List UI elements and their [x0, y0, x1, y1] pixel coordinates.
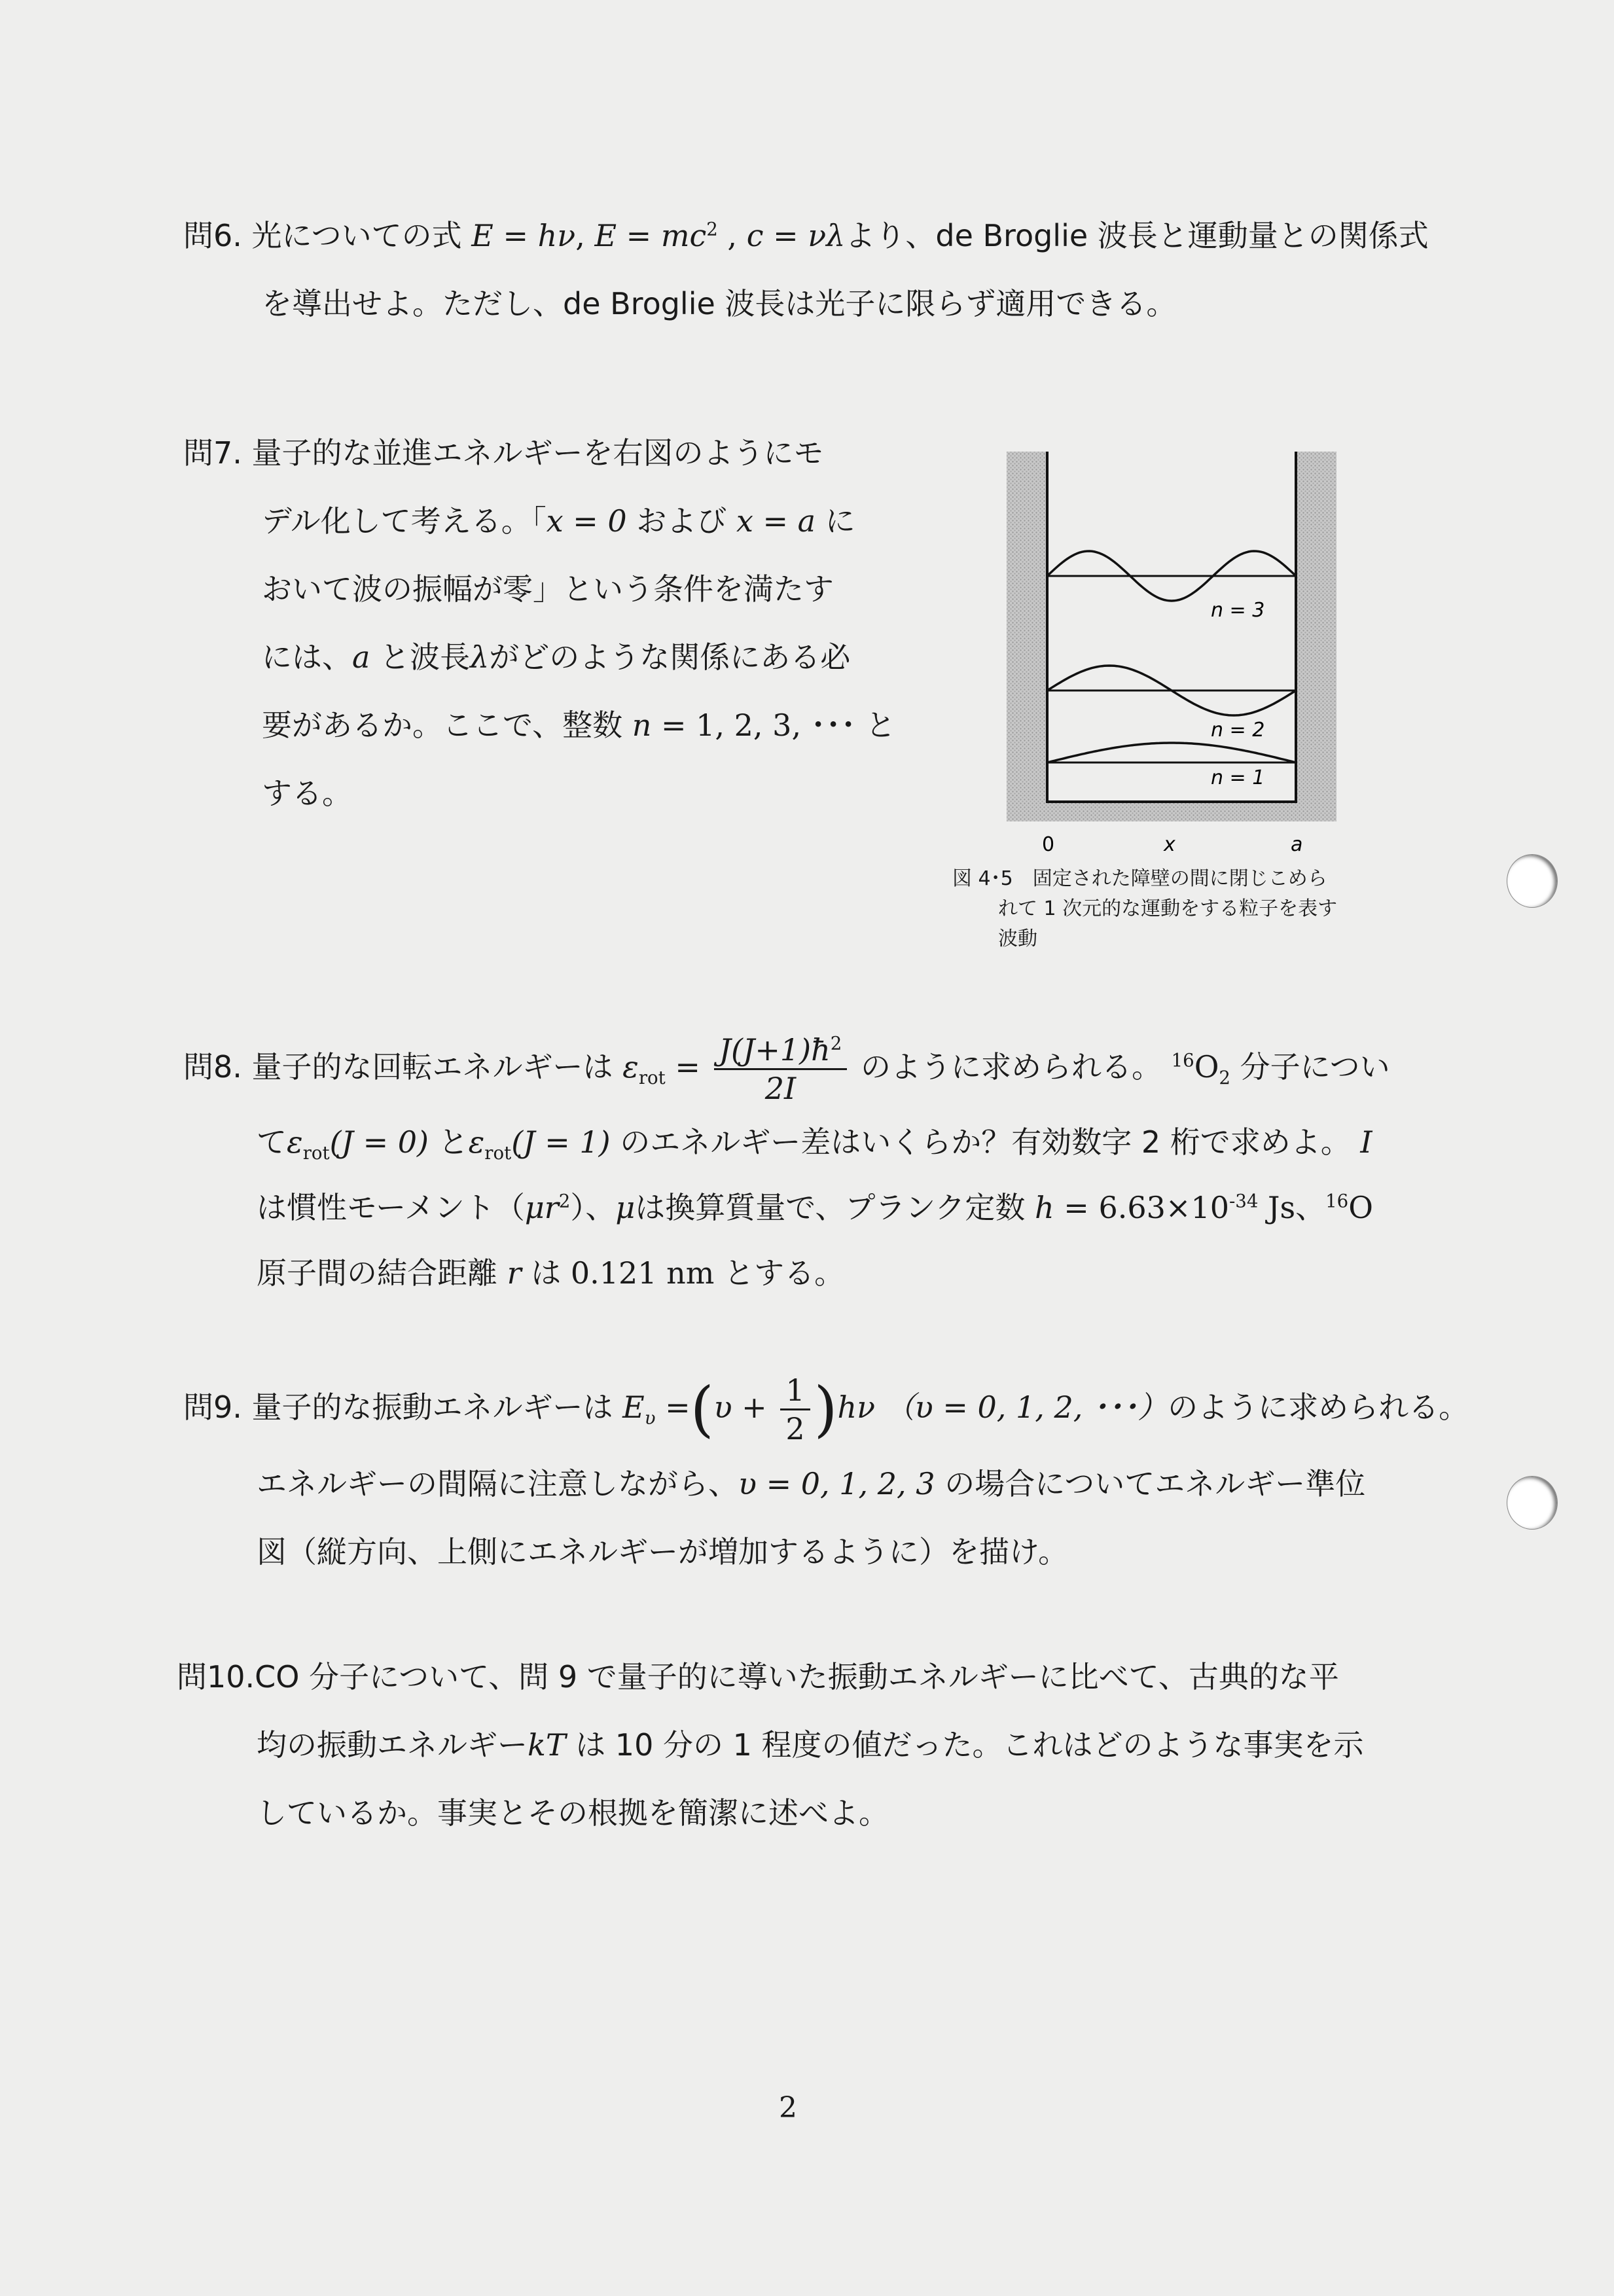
bottom-barrier [1007, 802, 1336, 821]
q6-label: 問6. [183, 218, 242, 253]
one-half-fraction: $\frac{1}{2}$ [780, 1372, 810, 1447]
q9-line-1: 問9. 量子的な振動エネルギーは $E_\upsilon =(\upsilon$ + $\frac{1}{2}$ )hν （υ = 0, 1, 2, ･･･）のように求められる。 [183, 1372, 1469, 1446]
q8-line-3: は慣性モーメント$(\mu r^2)$、μは換算質量で、プランク定数 $h = 6.63\times 10^{-34}$ Js、$^{16}$O [257, 1190, 1373, 1225]
q7-line-3: おいて波の振幅が零」という条件を満たす [262, 571, 834, 607]
q7-line-1: 問7. 量子的な並進エネルギーを右図のようにモ [183, 435, 824, 471]
punch-hole-bottom [1507, 1476, 1558, 1530]
q8-line-4: 原子間の結合距離 r は 0.121 nm とする。 [257, 1255, 845, 1291]
q7-line-6: する。 [262, 776, 352, 811]
box-outline [1047, 452, 1296, 802]
q10-line-1: 問10.CO 分子について、問 9 で量子的に導いた振動エネルギーに比べて、古典的な平 [177, 1659, 1339, 1695]
question-7 [183, 419, 895, 827]
rotational-energy-fraction: $\frac{J(J+1)ħ^2}{2I}$ [714, 1031, 848, 1107]
q8-label: 問8. [183, 1049, 242, 1085]
q10-line-3: しているか。事実とその根拠を簡潔に述べよ。 [257, 1795, 889, 1831]
q9-label: 問9. [183, 1390, 242, 1425]
q7-line-4: には、a と波長λがどのような関係にある必 [262, 639, 851, 675]
punch-hole-top [1507, 854, 1558, 908]
right-barrier [1296, 452, 1336, 805]
label-n1: n = 1 [1211, 766, 1265, 789]
q9-line-3: 図（縦方向、上側にエネルギーが増加するように）を描け。 [257, 1534, 1069, 1570]
question-6 [183, 202, 1429, 338]
page-number: 2 [779, 2091, 797, 2125]
question-9 [183, 1365, 1469, 1586]
particle-in-box-figure [988, 445, 1355, 864]
question-8 [183, 1024, 1390, 1306]
q10-label: 問10. [177, 1659, 255, 1695]
q9-line-2: エネルギーの間隔に注意しながら、υ = 0, 1, 2, 3 の場合についてエネルギー準位 [257, 1466, 1366, 1501]
q8-line-2: て$\varepsilon_{rot}(J = 0)$ と$\varepsilon_{rot}(J = 1)$ のエネルギー差はいくらか？有効数字 2 桁で求めよ。 I [257, 1124, 1372, 1164]
left-barrier [1007, 452, 1047, 805]
axis-label-a: a [1291, 833, 1303, 856]
q6-line-2: を導出せよ。ただし、de Broglie 波長は光子に限らず適用できる。 [262, 286, 1177, 321]
label-n2: n = 2 [1211, 719, 1265, 742]
q7-line-2: デル化して考える。「x = 0 および x = a に [262, 503, 855, 539]
q7-label: 問7. [183, 435, 242, 471]
q6-line-1: 問6. 光についての式 E = hν, $E = mc^2$ , c = νλより、de Broglie 波長と運動量との関係式 [183, 218, 1429, 253]
wave-n1 [1047, 743, 1296, 762]
figure-caption: 図 4･5 固定された障壁の間に閉じこめら れて 1 次元的な運動をする粒子を表す 波動 [952, 867, 1338, 950]
q10-line-2: 均の振動エネルギーkT は 10 分の 1 程度の値だった。これはどのような事実を示 [257, 1727, 1364, 1763]
label-n3: n = 3 [1211, 599, 1265, 622]
q8-line-1: 問8. 量子的な回転エネルギーは $\varepsilon_{rot}$ = $\frac{J(J+1)ħ^2}{2I}$ のように求められる。 $^{16}O_2$ 分子につい [183, 1032, 1390, 1106]
axis-label-0: 0 [1042, 833, 1055, 856]
question-10 [177, 1643, 1363, 1847]
q7-line-5: 要があるか。ここで、整数 n = 1, 2, 3, ･･･ と [262, 708, 896, 743]
axis-label-x: x [1164, 833, 1175, 856]
